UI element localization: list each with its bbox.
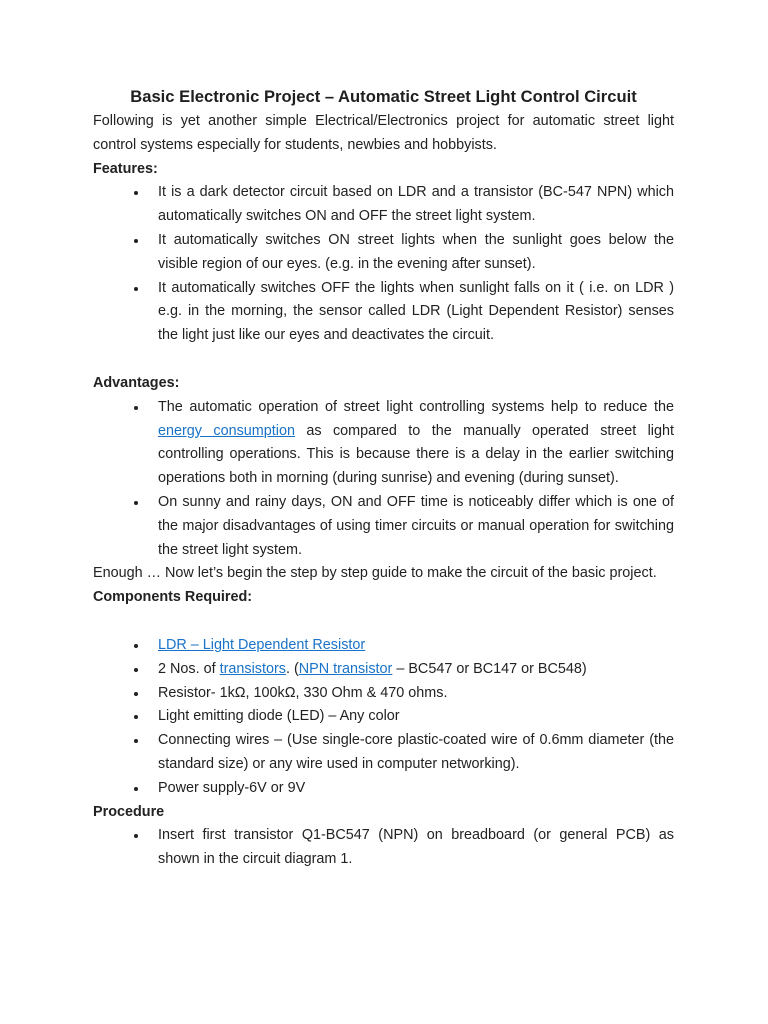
ldr-link[interactable]: LDR – Light Dependent Resistor: [158, 636, 366, 653]
spacer: [93, 610, 674, 634]
list-item-text: 2 Nos. of: [158, 660, 220, 677]
energy-consumption-link[interactable]: energy consumption: [158, 422, 295, 439]
list-item: It automatically switches ON street lights when the sunlight goes below the visible region of our eyes. (e.g. in the evening after sunset).: [93, 229, 674, 277]
list-item: Connecting wires – (Use single-core plastic-coated wire of 0.6mm diameter (the standard size) or any wire used in computer networking).: [93, 729, 674, 777]
list-item: Light emitting diode (LED) – Any color: [93, 705, 674, 729]
list-item-text: . (: [285, 660, 299, 677]
npn-transistor-link[interactable]: NPN transistor: [298, 660, 393, 677]
procedure-heading: Procedure: [93, 803, 165, 820]
components-list: [93, 634, 674, 801]
document-page: [93, 86, 674, 872]
advantages-list: [93, 396, 674, 563]
procedure-list: [93, 824, 674, 872]
features-list: [93, 181, 674, 348]
list-item-text: as compared to the manually operated street light controlling operations. This is because there is a delay in the earlier switching operations both in morning (during sunrise) and evening (during sunset).: [158, 422, 674, 487]
list-item: It is a dark detector circuit based on LDR and a transistor (BC-547 NPN) which automatically switches ON and OFF the street light system.: [93, 181, 674, 229]
intro-paragraph: Following is yet another simple Electrical/Electronics project for automatic street light control systems especially for students, newbies and hobbyists.: [93, 113, 674, 153]
list-item: On sunny and rainy days, ON and OFF time is noticeably differ which is one of the major disadvantages of using timer circuits or manual operation for switching the street light system.: [93, 491, 674, 562]
features-heading: Features:: [93, 160, 158, 177]
list-item-text: – BC547 or BC147 or BC548): [392, 660, 587, 677]
page-title: Basic Electronic Project – Automatic Street Light Control Circuit: [130, 87, 637, 106]
list-item: [93, 658, 674, 682]
list-item: Resistor- 1kΩ, 100kΩ, 330 Ohm & 470 ohms.: [93, 682, 674, 706]
advantages-heading: Advantages:: [93, 374, 180, 391]
list-item: It automatically switches OFF the lights when sunlight falls on it ( i.e. on LDR ) e.g. in the morning, the sensor called LDR (Light Dependent Resistor) senses the light just like our eyes and deactivates the circuit.: [93, 277, 674, 348]
list-item: [93, 396, 674, 491]
list-item: Insert first transistor Q1-BC547 (NPN) on breadboard (or general PCB) as shown in the circuit diagram 1.: [93, 824, 674, 872]
components-heading: Components Required:: [93, 589, 253, 606]
list-item: [93, 634, 674, 658]
transistors-link[interactable]: transistors: [219, 660, 286, 677]
enough-paragraph: Enough … Now let’s begin the step by step guide to make the circuit of the basic project.: [93, 565, 657, 582]
spacer: [93, 348, 674, 372]
list-item-text: The automatic operation of street light controlling systems help to reduce the: [158, 398, 674, 415]
list-item: Power supply-6V or 9V: [93, 777, 674, 801]
